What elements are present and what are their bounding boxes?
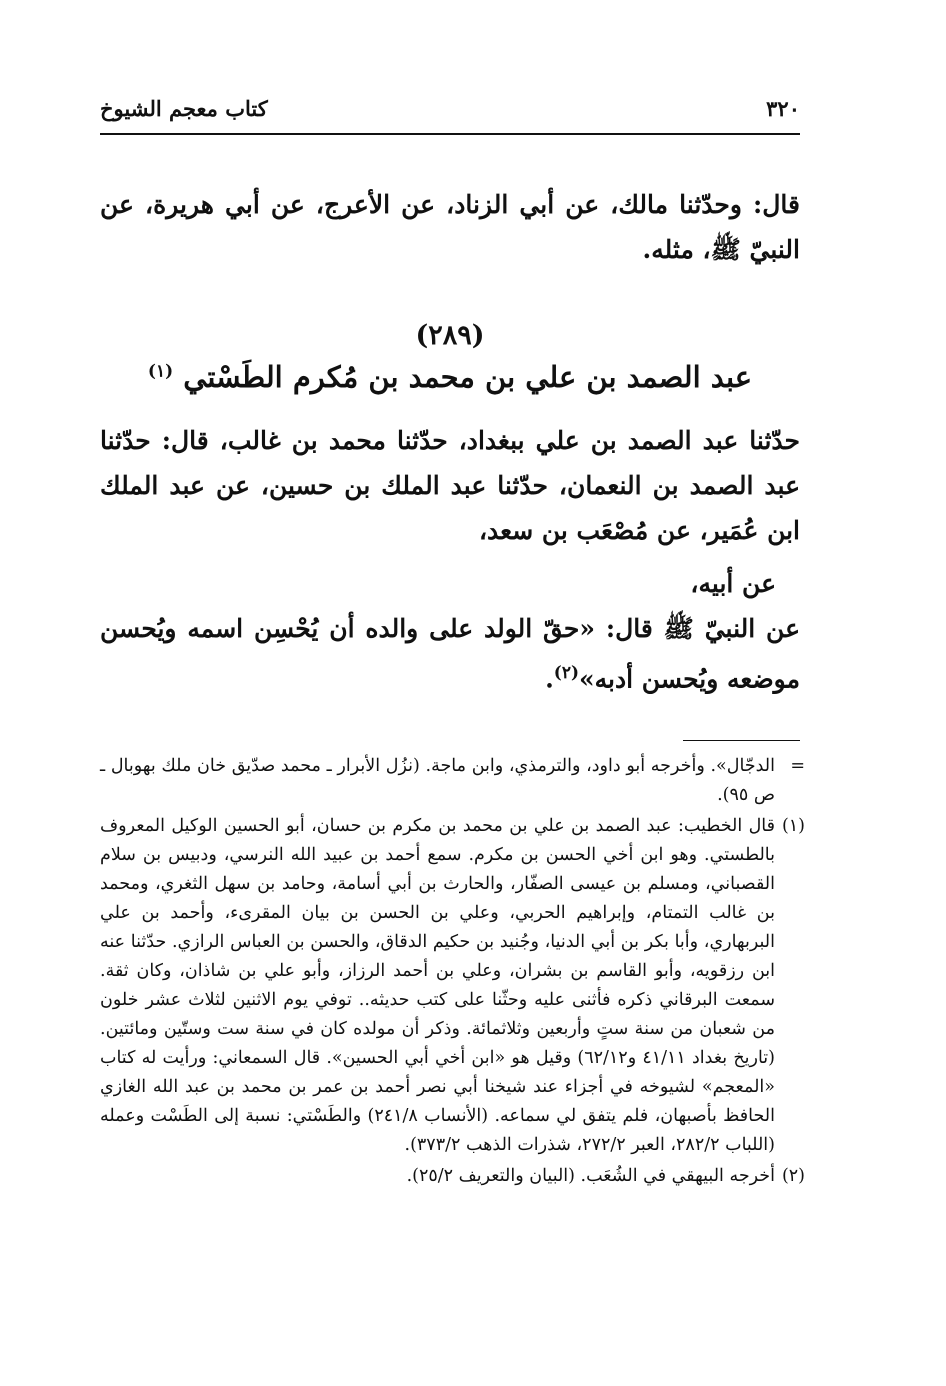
footnotes xyxy=(100,752,805,1193)
footnote-marker: = xyxy=(790,756,805,776)
footnote-rule xyxy=(683,740,800,741)
previous-entry-text: قال: وحدّثنا مالك، عن أبي الزناد، عن الأعرج، عن أبي هريرة، عن النبيّ ﷺ، مثله. xyxy=(100,190,800,264)
isnad-text: حدّثنا عبد الصمد بن علي ببغداد، حدّثنا محمد بن غالب، قال: حدّثنا عبد الصمد بن النعمان، حدّثنا عبد الملك بن حسين، عن عبد الملك ابن عُمَير، عن مُصْعَب بن سعد، xyxy=(100,426,800,545)
hadith-body: عن النبيّ ﷺ قال: «حقّ الولد على والده أن يُحْسِن اسمه ويُحسن موضعه ويُحسن أدبه» xyxy=(100,614,800,694)
footnote-marker: (٢) xyxy=(781,1166,805,1186)
from-father-text: عن أبيه، xyxy=(690,569,776,598)
footnote-1 xyxy=(100,812,805,1160)
header-rule xyxy=(100,133,800,135)
footnote-text: أخرجه البيهقي في الشُعَب. (البيان والتعريف ٢٥/٢). xyxy=(406,1166,775,1186)
book-title: كتاب معجم الشيوخ xyxy=(100,96,268,121)
footnote-marker: (١) xyxy=(781,816,805,836)
page-number: ٣٢٠ xyxy=(766,96,800,121)
footnote-2 xyxy=(100,1162,805,1191)
hadith-text xyxy=(100,606,800,701)
entry-heading-text: عبد الصمد بن علي بن محمد بن مُكرم الطَسْتي xyxy=(183,360,753,394)
footnote-ref-1: (١) xyxy=(147,361,174,382)
footnote-ref-2: (٢) xyxy=(553,663,580,683)
hadith-end: . xyxy=(545,664,554,694)
entry-heading xyxy=(100,360,800,394)
running-head xyxy=(100,96,800,132)
footnote-text: قال الخطيب: عبد الصمد بن علي بن محمد بن مكرم بن حسان، أبو الحسين الوكيل المعروف بالطستي. وهو ابن أخي الحسن بن مكرم. سمع أحمد بن عبيد الله النرسي، ودبيس بن سلام القصباني، ومسلم بن عيسى الصفّار، والحارث بن أبي أسامة، وحامد بن سهل الثغري، ومحمد بن غالب التمتام، وإبراهيم الحربي، وعلي بن الحسن بن بيان المقرىء، وأحمد بن علي البربهاري، وأبا بكر بن أبي الدنيا، وجُنيد بن حكيم الدقاق، والحسن بن العباس الرازي. حدّثنا عنه ابن رزقويه، وأبو القاسم بن بشران، وعلي بن أحمد الرزاز، وأبو علي بن شاذان، وكان ثقة. سمعت البرقاني ذكره فأثنى عليه وحثّنا على كتب حديثه.. توفي يوم الاثنين لثلاث عشر خلون من شعبان من سنة ستٍ وأربعين وثلاثمائة. وذكر أن مولده كان في سنة ست وستّين ومائتين. (تاريخ بغداد ٤١/١١ و٦٢/١٢) وقيل هو «ابن أخي أبي الحسين». قال السمعاني: ورأيت له كتاب «المعجم» لشيوخه في أجزاء عند شيخنا أبي نصر أحمد بن عمر بن محمد بن عبد الله الغازي الحافظ بأصبهان، فلم يتفق لي سماعه. (الأنساب ٢٤١/٨) والطَسْتي: نسبة إلى الطَسْت وعمله (اللباب ٢٨٢/٢، العبر ٢٧٢/٢، شذرات الذهب ٣٧٣/٢). xyxy=(100,816,775,1155)
footnote-continued xyxy=(100,752,805,810)
entry-number: (٢٨٩) xyxy=(415,320,485,351)
footnote-text: الدجّال». وأخرجه أبو داود، والترمذي، وابن ماجة. (نزُل الأبرار ـ محمد صدّيق خان ملك بهوبال ـ ص ٩٥). xyxy=(100,756,775,805)
